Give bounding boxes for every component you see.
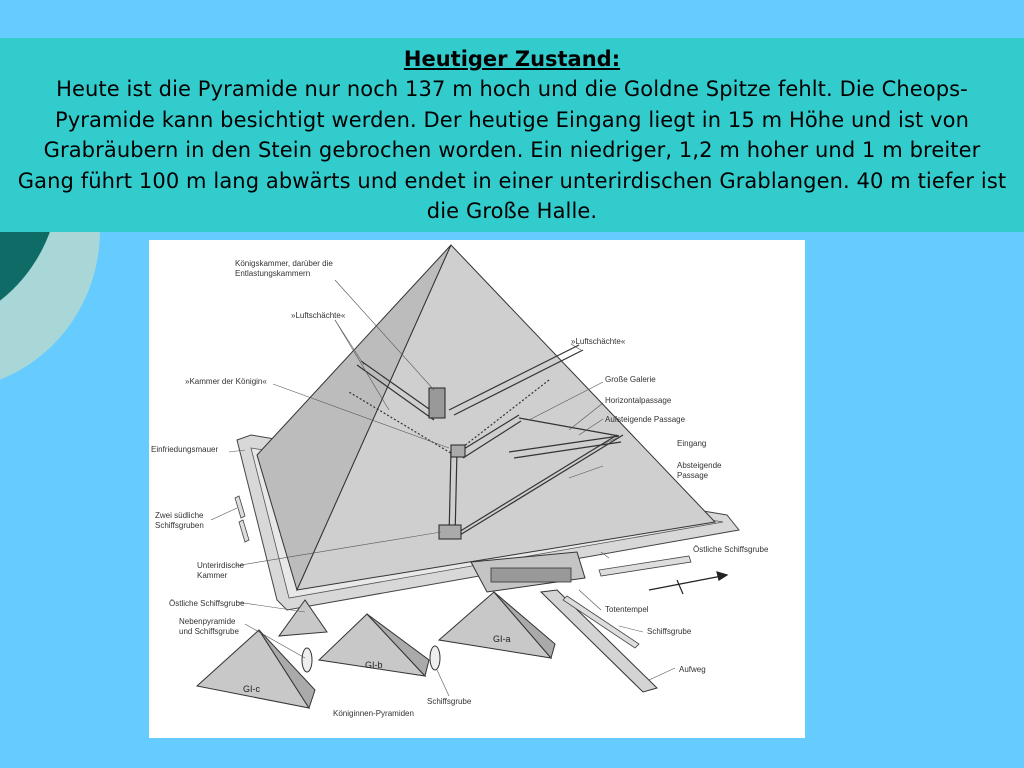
label-zwei-suedliche-1: Zwei südliche [155, 511, 204, 520]
slide-body-text: Heute ist die Pyramide nur noch 137 m hoch und die Goldne Spitze fehlt. Die Cheops-Pyramide kann besichtigt werden. Der heutige Eingang liegt in 15 m Höhe und ist von Grabräubern in den Stein gebrochen worden. Ein niedriger, 1,2 m hoher und 1 m breiter Gang führt 100 m lang abwärts und endet in einer unterirdischen Grablangen. 40 m tiefer ist die Große Halle. [17, 77, 1007, 223]
label-kammer-koenigin: »Kammer der Königin« [185, 377, 267, 386]
label-nebenpyramide-2: und Schiffsgrube [179, 627, 239, 636]
label-gi-a: GI-a [493, 634, 511, 644]
label-koeniginnen: Königinnen-Pyramiden [333, 709, 414, 718]
queens-chamber [451, 445, 465, 457]
label-horizontalpassage: Horizontalpassage [605, 396, 672, 405]
label-oestliche-left: Östliche Schiffsgrube [169, 599, 245, 608]
label-absteigende-2: Passage [677, 471, 709, 480]
boat-pit-south-1 [235, 496, 245, 518]
label-schiffsgrube-right: Schiffsgrube [647, 627, 692, 636]
label-nebenpyramide-1: Nebenpyramide [179, 617, 236, 626]
kings-chamber [429, 388, 445, 418]
text-box [0, 38, 1024, 232]
label-aufweg: Aufweg [679, 665, 706, 674]
label-unterirdische-2: Kammer [197, 571, 228, 580]
pyramid-diagram [149, 240, 805, 738]
boat-pit-south-2 [239, 520, 249, 542]
label-einfriedungsmauer: Einfriedungsmauer [151, 445, 219, 454]
label-absteigende-1: Absteigende [677, 461, 722, 470]
direction-arrow [649, 572, 727, 594]
label-totentempel: Totentempel [605, 605, 649, 614]
label-grosse-galerie: Große Galerie [605, 375, 656, 384]
label-luftschaechte-right: »Luftschächte« [571, 337, 626, 346]
label-aufsteigende: Aufsteigende Passage [605, 415, 686, 424]
boat-pit-east [599, 556, 691, 576]
boat-pit-gib [302, 648, 312, 672]
boat-pit-gia [430, 646, 440, 670]
label-koenigskammer-2: Entlastungskammern [235, 269, 311, 278]
label-eingang: Eingang [677, 439, 707, 448]
slide-heading: Heutiger Zustand: [403, 47, 621, 71]
label-koenigskammer-1: Königskammer, darüber die [235, 259, 333, 268]
label-luftschaechte-left: »Luftschächte« [291, 311, 346, 320]
pyramid-diagram-svg [149, 240, 805, 738]
underground-chamber [439, 525, 461, 539]
label-gi-b: GI-b [365, 660, 383, 670]
label-oestliche-right: Östliche Schiffsgrube [693, 545, 769, 554]
label-zwei-suedliche-2: Schiffsgruben [155, 521, 204, 530]
label-unterirdische-1: Unterirdische [197, 561, 245, 570]
queen-pyramid-gic [197, 630, 315, 708]
label-schiffsgrube-bottom: Schiffsgrube [427, 697, 472, 706]
queen-pyramid-gia [439, 592, 555, 658]
label-gi-c: GI-c [243, 684, 260, 694]
temple-inner [491, 568, 571, 582]
